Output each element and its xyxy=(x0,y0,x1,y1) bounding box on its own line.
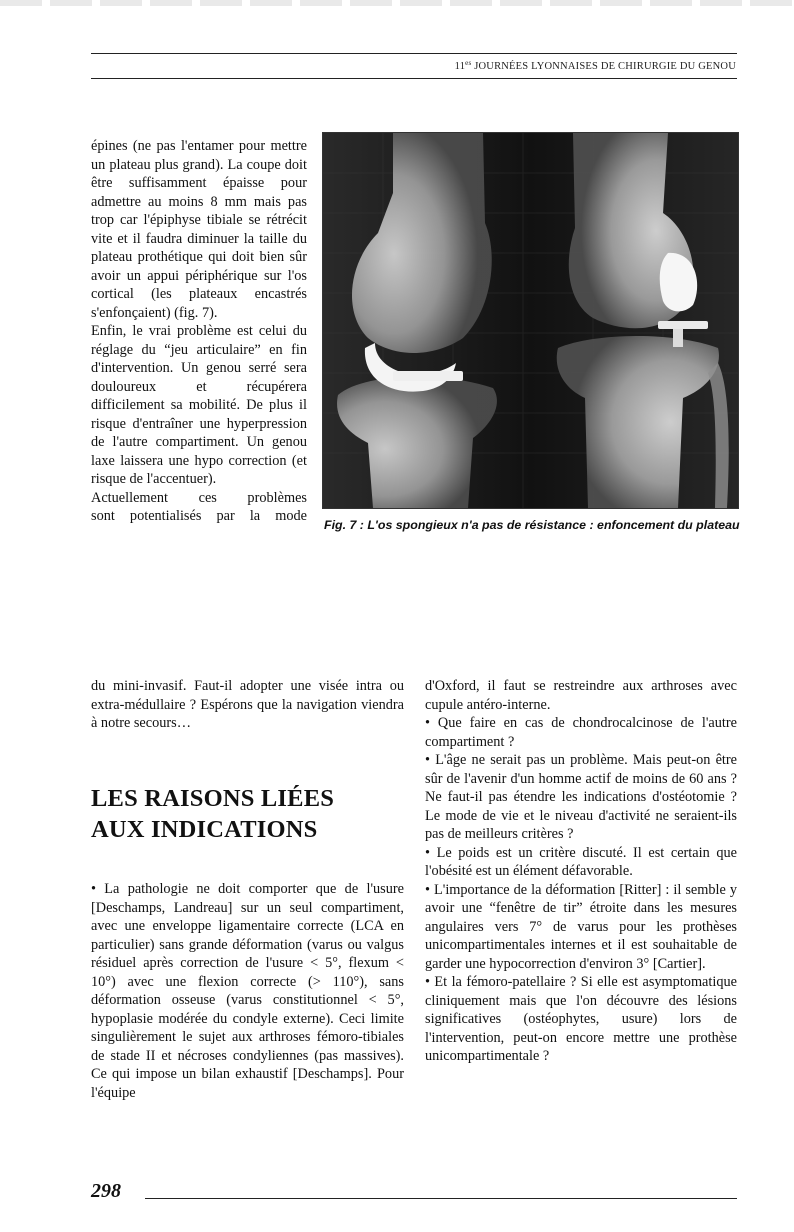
section-heading xyxy=(91,783,411,845)
header-rule-top xyxy=(91,53,737,54)
paragraph-plateau-cut: épines (ne pas l'entamer pour mettre un plateau plus grand). La coupe doit être suffisamment épaisse pour admettre au moins 8 mm mais pas trop car l'épiphyse tibiale se rétrécit vite et il faudra diminuer la taille du plateau prothétique qui doit bien sûr avoir un appui périphérique sur l'os cortical (les plateaux encastrés s'enfonçaient) (fig. 7). xyxy=(91,138,307,321)
figure-caption: Fig. 7 : L'os spongieux n'a pas de résistance : enfoncement du plateau xyxy=(324,518,740,532)
right-column xyxy=(425,677,737,1066)
paragraph-mini-invasive-line2: sont potentialisés par la mode xyxy=(91,508,307,524)
paragraph-mini-invasive-line1: Actuellement ces problèmes xyxy=(91,489,307,506)
paragraph-mini-invasive-rest: du mini-invasif. Faut-il adopter une visée intra ou extra-médullaire ? Espérons que la navigation viendra à notre secours… xyxy=(91,678,404,731)
header-ordinal: 11 xyxy=(454,61,466,72)
bullet-deformation: • L'importance de la déformation [Ritter] : il semble y avoir une “fenêtre de tir” étroite dans les mesures angulaires vers 7° de varus pour les prothèses unicompartimentales internes et il est souhaitable de garder une hypocorrection d'environ 3° [Cartier]. xyxy=(425,881,737,972)
bullet-weight: • Le poids est un critère discuté. Il est certain que l'obésité est un élément défavorable. xyxy=(425,844,737,879)
running-header xyxy=(455,59,736,72)
heading-line-2: AUX INDICATIONS xyxy=(91,816,318,843)
bullet-femoro-patellar: • Et la fémoro-patellaire ? Si elle est asymptomatique cliniquement mais que l'on découvre des lésions significatives (ostéophytes, usure) lors de l'intervention, peut-on encore mettre une prothèse unicompartimentale ? xyxy=(425,974,737,1064)
left-column-lower xyxy=(91,880,404,1102)
header-rule-bottom xyxy=(91,78,737,79)
paragraph-pathology: • La pathologie ne doit comporter que de l'usure [Deschamps, Landreau] sur un seul compartiment, avec une enveloppe ligamentaire correcte (LCA en particulier) sans grande déformation (varus ou valgus résiduel après correction de l'usure < 5°, flexum < 10°) avec une flexion correcte (> 110°), sans déformation osseuse (varus constitutionnel < 5°, hypoplasie modérée du condyle externe). Ceci limite singulièrement le sujet aux arthroses fémoro-tibiales de stade II et nécroses condyliennes (pas massives). Ce qui impose un bilan exhaustif [Deschamps]. Pour l'équipe xyxy=(91,881,404,1101)
scan-top-stripe xyxy=(0,0,794,6)
header-title: JOURNÉES LYONNAISES DE CHIRURGIE DU GENOU xyxy=(474,61,736,72)
footer-rule xyxy=(145,1198,737,1199)
knee-radiograph-figure xyxy=(322,132,739,509)
bullet-age: • L'âge ne serait pas un problème. Mais peut-on être sûr de l'avenir d'un homme actif de moins de 60 ans ? Ne faut-il pas étendre les indications d'ostéotomie ? Le mode de vie et le niveau d'activité ne seraient-ils pas de meilleurs critères ? xyxy=(425,752,737,842)
heading-line-1: LES RAISONS LIÉES xyxy=(91,785,335,812)
paragraph-oxford: d'Oxford, il faut se restreindre aux arthroses avec cupule antéro-interne. xyxy=(425,678,737,713)
xray-image xyxy=(323,133,738,508)
page-number: 298 xyxy=(91,1180,121,1202)
bullet-chondrocalcinose: • Que faire en cas de chondrocalcinose de l'autre compartiment ? xyxy=(425,715,737,750)
left-column-continuation xyxy=(91,677,404,733)
left-column-narrow xyxy=(91,137,307,526)
header-ordinal-suffix: es xyxy=(465,59,472,67)
paragraph-joint-play: Enfin, le vrai problème est celui du réglage du “jeu articulaire” en fin d'intervention. Un genou serré sera douloureux et récupérera difficilement sa mobilité. De plus il risque d'entraîner une hyperpression de l'autre compartiment. Un genou laxe laissera une hypo correction (et risque de l'accentuer). xyxy=(91,323,307,487)
